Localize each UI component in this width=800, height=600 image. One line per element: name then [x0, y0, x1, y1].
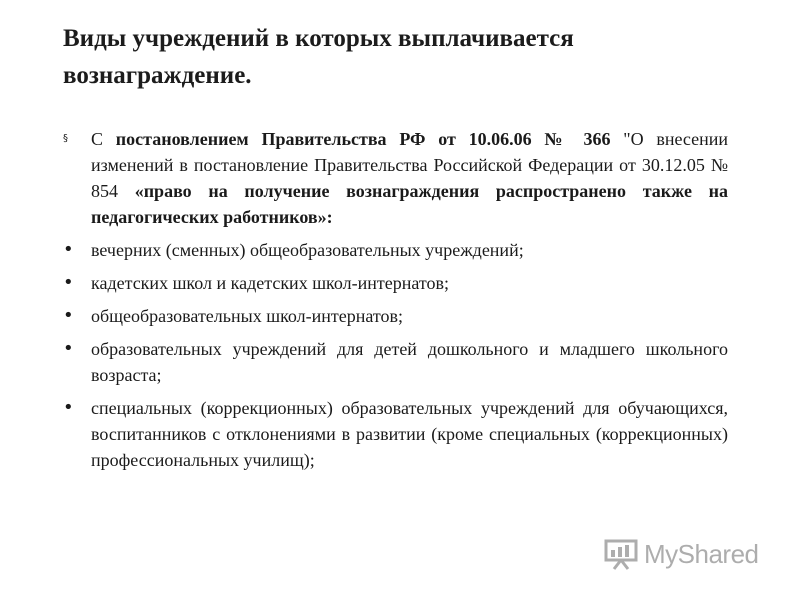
list-item-text: образовательных учреждений для детей дошкольного и младшего школьного возраста; [91, 339, 728, 385]
list-item [63, 270, 728, 296]
bullet-marker: • [63, 239, 74, 260]
lead-text-2: постановлением Правительства РФ от 10.06.06 № 366 [115, 129, 611, 149]
slide-body [63, 126, 728, 480]
list-item-text: вечерних (сменных) общеобразовательных учреждений; [91, 240, 524, 260]
list-item [63, 336, 728, 388]
section-marker: § [63, 133, 68, 144]
bullet-marker: • [63, 397, 74, 418]
list-item [63, 303, 728, 329]
bullet-marker: • [63, 272, 74, 293]
bullet-marker: • [63, 305, 74, 326]
list-item-text: специальных (коррекционных) образовательных учреждений для обучающихся, воспитанников с отклонениями в развитии (кроме специальных (коррекционных) профессиональных училищ); [91, 398, 728, 470]
lead-paragraph [63, 126, 728, 230]
watermark-logo [604, 536, 764, 572]
logo-text: MyShared [644, 538, 759, 569]
list-item-text: кадетских школ и кадетских школ-интернатов; [91, 273, 450, 293]
list-item-text: общеобразовательных школ-интернатов; [91, 306, 404, 326]
lead-text-3: "О внесении изменений в постановление Правительства Российской Федерации от 30.12.05 № 854 [91, 129, 729, 201]
list-item [63, 395, 728, 473]
bullet-marker: • [63, 338, 74, 359]
lead-text-4: «право на получение вознаграждения распространено также на педагогических работников»: [91, 181, 728, 227]
list-item [63, 237, 728, 263]
lead-text-1: С [91, 129, 116, 149]
presentation-board-icon [604, 538, 638, 570]
slide-title: Виды учреждений в которых выплачивается вознаграждение. [63, 25, 574, 89]
